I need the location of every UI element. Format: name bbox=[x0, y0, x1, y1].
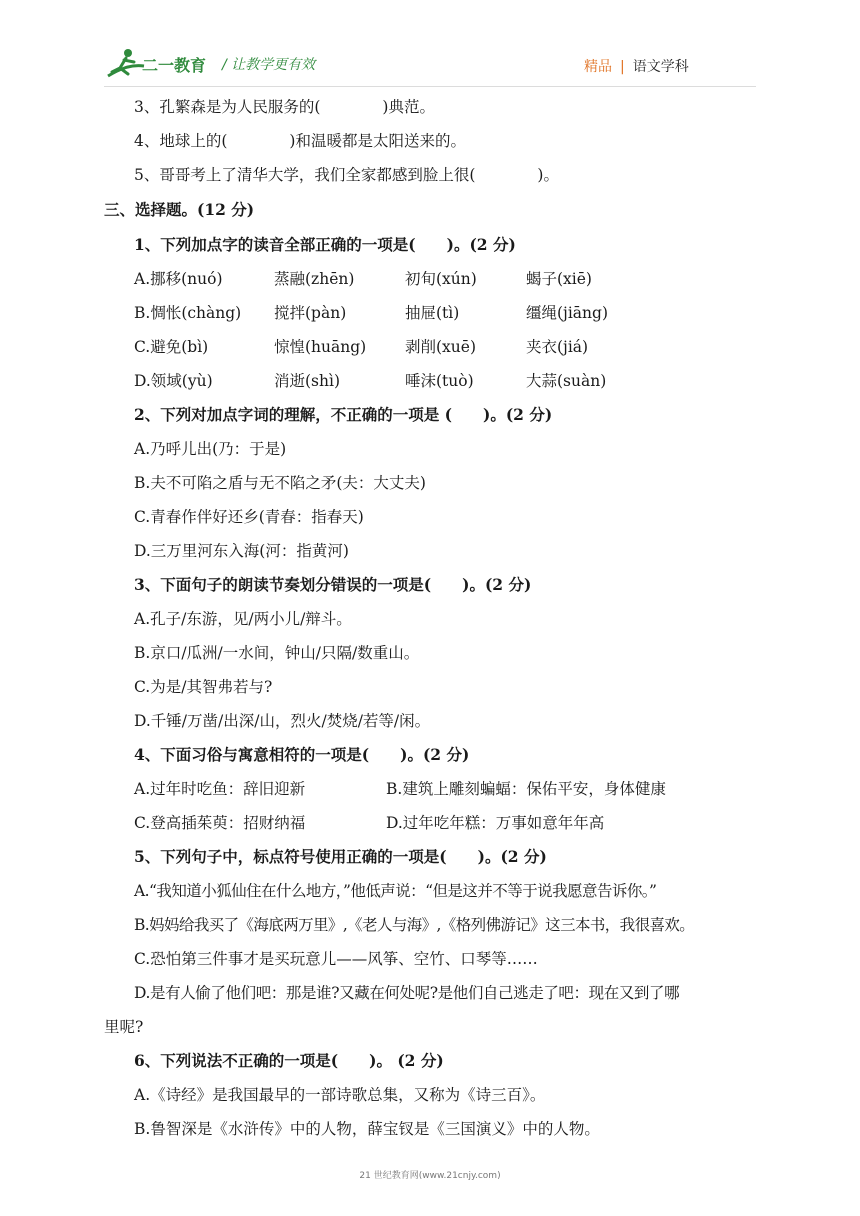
q1-a-3: 初旬(xún) bbox=[405, 270, 477, 288]
q1-b-1: B.惆怅(chàng) bbox=[134, 304, 242, 322]
q1-option-d bbox=[104, 364, 764, 398]
blank-question-5: 5、哥哥考上了清华大学，我们全家都感到脸上很( )。 bbox=[134, 166, 559, 184]
q2-option-c: C.青春作伴好还乡(青春：指春天) bbox=[134, 508, 364, 526]
question-3-stem: 3、下面句子的朗读节奏划分错误的一项是( )。(2 分) bbox=[134, 575, 532, 594]
q4-option-d: D.过年吃年糕：万事如意年年高 bbox=[386, 814, 605, 832]
subject-label: 语文学科 bbox=[632, 59, 689, 75]
q2-option-a: A.乃呼儿出(乃：于是) bbox=[134, 440, 287, 458]
document-body bbox=[104, 90, 764, 1146]
q1-b-4: 缰绳(jiāng) bbox=[526, 304, 609, 322]
q1-c-3: 剥削(xuē) bbox=[405, 338, 476, 356]
q1-d-1: D.领域(yù) bbox=[134, 372, 213, 390]
question-5-stem: 5、下列句子中，标点符号使用正确的一项是( )。(2 分) bbox=[134, 847, 547, 866]
q3-option-b: B.京口/瓜洲/一水间，钟山/只隔/数重山。 bbox=[134, 644, 420, 662]
page-footer: 21 世纪教育网(www.21cnjy.com) bbox=[359, 1171, 501, 1181]
q6-option-a: A.《诗经》是我国最早的一部诗歌总集，又称为《诗三百》。 bbox=[134, 1086, 546, 1104]
q1-b-3: 抽屉(tì) bbox=[405, 304, 460, 322]
logo bbox=[104, 46, 230, 82]
q1-c-1: C.避免(bì) bbox=[134, 338, 209, 356]
q1-d-3: 唾沫(tuò) bbox=[405, 372, 474, 390]
question-4-stem: 4、下面习俗与寓意相符的一项是( )。(2 分) bbox=[134, 745, 470, 764]
question-2-stem: 2、下列对加点字词的理解，不正确的一项是 ( )。(2 分) bbox=[134, 405, 553, 424]
q1-option-b bbox=[104, 296, 764, 330]
header-divider bbox=[104, 86, 756, 87]
q1-a-1: A.挪移(nuó) bbox=[134, 270, 223, 288]
blank-question-4: 4、地球上的( )和温暖都是太阳送来的。 bbox=[134, 132, 466, 150]
q4-option-c: C.登高插茱萸：招财纳福 bbox=[134, 814, 306, 832]
question-6-stem: 6、下列说法不正确的一项是( )。 (2 分) bbox=[134, 1051, 444, 1070]
q1-d-2: 消逝(shì) bbox=[274, 372, 340, 390]
q5-option-a: A.“我知道小狐仙住在什么地方，”他低声说：“但是这并不等于说我愿意告诉你。” bbox=[134, 882, 657, 900]
q4-option-a: A.过年时吃鱼：辞旧迎新 bbox=[134, 780, 306, 798]
question-1-stem: 1、下列加点字的读音全部正确的一项是( )。(2 分) bbox=[134, 235, 516, 254]
page-header bbox=[0, 40, 860, 90]
q1-option-a bbox=[104, 262, 764, 296]
q1-d-4: 大蒜(suàn) bbox=[526, 372, 607, 390]
q1-a-4: 蝎子(xiē) bbox=[526, 270, 592, 288]
q1-option-c bbox=[104, 330, 764, 364]
section-title: 三、选择题。(12 分) bbox=[104, 200, 255, 219]
q4-options-row-2 bbox=[104, 806, 764, 840]
q3-option-d: D.千锤/万凿/出深/山，烈火/焚烧/若等/闲。 bbox=[134, 712, 431, 730]
q1-b-2: 搅拌(pàn) bbox=[274, 304, 347, 322]
q5-option-d-continued: 里呢? bbox=[104, 1018, 144, 1036]
q5-option-b: B.妈妈给我买了《海底两万里》,《老人与海》,《格列佛游记》这三本书，我很喜欢。 bbox=[134, 916, 695, 934]
header-separator: | bbox=[620, 59, 625, 75]
q5-option-d: D.是有人偷了他们吧：那是谁?又藏在何处呢?是他们自己逃走了吧：现在又到了哪 bbox=[134, 984, 680, 1002]
q4-option-b: B.建筑上雕刻蝙蝠：保佑平安，身体健康 bbox=[386, 780, 666, 798]
q6-option-b: B.鲁智深是《水浒传》中的人物，薛宝钗是《三国演义》中的人物。 bbox=[134, 1120, 600, 1138]
q3-option-a: A.孔子/东游，见/两小儿/辩斗。 bbox=[134, 610, 352, 628]
q2-option-b: B.夫不可陷之盾与无不陷之矛(夫：大丈夫) bbox=[134, 474, 426, 492]
slogan: / 让教学更有效 bbox=[222, 57, 316, 73]
blank-question-3: 3、孔繁森是为人民服务的( )典范。 bbox=[134, 98, 435, 116]
logo-text: 二一教育 bbox=[142, 56, 207, 75]
q3-option-c: C.为是/其智弗若与? bbox=[134, 678, 273, 696]
runner-icon bbox=[108, 49, 144, 76]
header-tags bbox=[584, 56, 689, 76]
q1-c-2: 惊惶(huāng) bbox=[274, 338, 367, 356]
quality-tag: 精品 bbox=[584, 59, 612, 75]
q2-option-d: D.三万里河东入海(河：指黄河) bbox=[134, 542, 349, 560]
q1-c-4: 夹衣(jiá) bbox=[526, 338, 589, 356]
q1-a-2: 蒸融(zhēn) bbox=[274, 270, 355, 288]
q4-options-row-1 bbox=[104, 772, 764, 806]
q5-option-c: C.恐怕第三件事才是买玩意儿——风筝、空竹、口琴等…… bbox=[134, 950, 538, 968]
